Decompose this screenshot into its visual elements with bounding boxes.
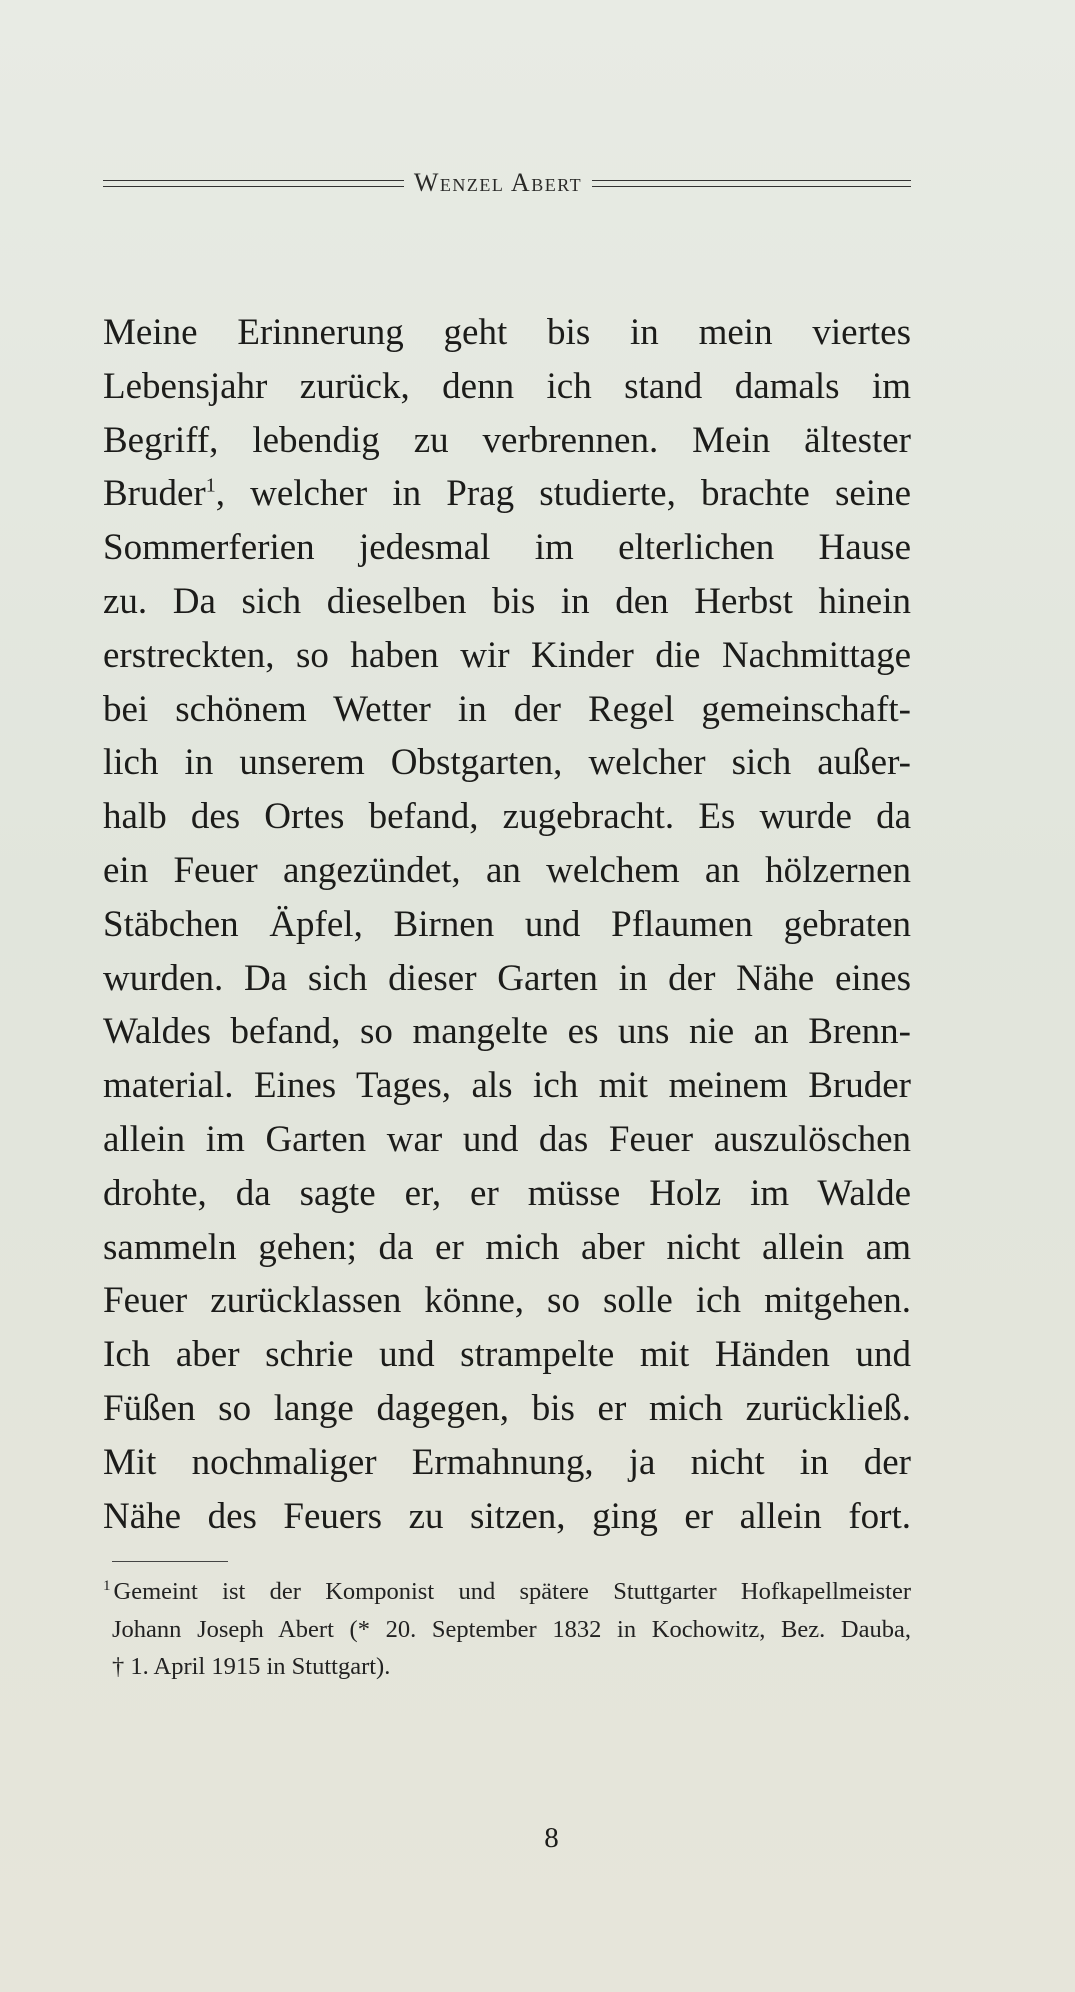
footnote-marker: 1	[103, 1577, 111, 1594]
body-text	[103, 306, 911, 1543]
text-line: sammeln gehen; da er mich aber nicht allein am	[103, 1226, 911, 1268]
running-head-rule-right	[592, 180, 911, 187]
text-line: Nähe des Feuers zu sitzen, ging er allein fort.	[103, 1495, 911, 1537]
text-line: erstreckten, so haben wir Kinder die Nachmittage	[103, 634, 911, 676]
running-head	[103, 168, 911, 198]
footnote-text: Gemeint ist der Komponist und spätere Stuttgarter Hofkapellmeister	[113, 1578, 911, 1605]
text-line: bei schönem Wetter in der Regel gemeinschaft-	[103, 688, 911, 730]
text-line: zu. Da sich dieselben bis in den Herbst hinein	[103, 580, 911, 622]
text-line: Begriff, lebendig zu verbrennen. Mein ältester	[103, 419, 911, 461]
text-line: allein im Garten war und das Feuer auszulöschen	[103, 1118, 911, 1160]
text-line: Meine Erinnerung geht bis in mein viertes	[103, 312, 911, 353]
text-line: Waldes befand, so mangelte es uns nie an Brenn-	[103, 1011, 911, 1053]
text-line: halb des Ortes befand, zugebracht. Es wurde da	[103, 796, 911, 838]
running-head-title: Wenzel Abert	[413, 168, 583, 197]
text-line-with-footnote-ref	[103, 467, 911, 521]
footnote	[103, 1573, 911, 1686]
text-line: ein Feuer angezündet, an welchem an hölzernen	[103, 849, 911, 891]
text-fragment: Bruder	[103, 473, 206, 515]
footnote-line	[103, 1573, 911, 1611]
text-line: Sommerferien jedesmal im elterlichen Hause	[103, 527, 911, 569]
page-number: 8	[544, 1822, 559, 1854]
footnote-reference: 1	[205, 475, 216, 498]
text-line: drohte, da sagte er, er müsse Holz im Walde	[103, 1172, 911, 1214]
footnote-separator	[112, 1561, 228, 1562]
text-line: Stäbchen Äpfel, Birnen und Pflaumen gebraten	[103, 903, 911, 945]
running-head-rule-left	[103, 180, 404, 187]
text-line: material. Eines Tages, als ich mit meinem Bruder	[103, 1065, 911, 1107]
text-line: Füßen so lange dagegen, bis er mich zurückließ.	[103, 1387, 911, 1429]
text-line: Ich aber schrie und strampelte mit Händen und	[103, 1334, 911, 1376]
text-line: Feuer zurücklassen könne, so solle ich mitgehen.	[103, 1280, 911, 1322]
text-line: lich in unserem Obstgarten, welcher sich außer-	[103, 742, 911, 784]
text-line: wurden. Da sich dieser Garten in der Nähe eines	[103, 957, 911, 999]
text-line: Mit nochmaliger Ermahnung, ja nicht in der	[103, 1441, 911, 1483]
text-line: Lebensjahr zurück, denn ich stand damals im	[103, 365, 911, 407]
footnote-line: † 1. April 1915 in Stuttgart).	[112, 1653, 391, 1680]
text-fragment: , welcher in Prag studierte, brachte seine	[215, 473, 911, 515]
footnote-line: Johann Joseph Abert (* 20. September 1832 in Kochowitz, Bez. Dauba,	[112, 1615, 911, 1643]
